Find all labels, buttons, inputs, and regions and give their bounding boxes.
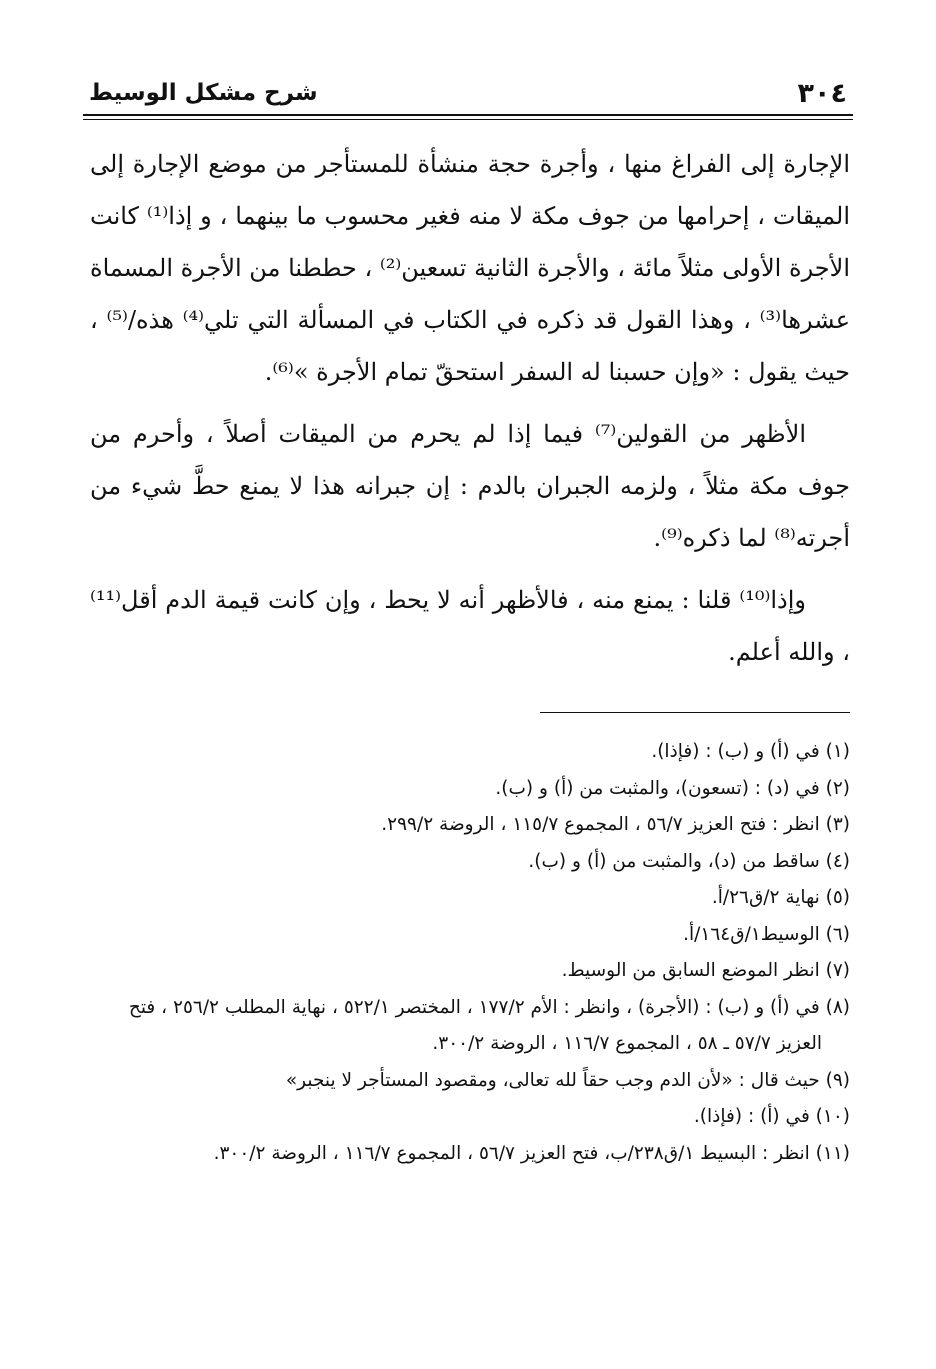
body-paragraph: الأظهر من القولين⁽⁷⁾ فيما إذا لم يحرم من الميقات أصلاً ، وأحرم من جوف مكة مثلاً ، ولزمه الجبران بالدم : إن جبرانه هذا لا يمنع حطَّ شيء من أجرته⁽⁸⁾ لما ذكره⁽⁹⁾. [90,420,850,552]
footnote: (٦) الوسيط١/ق١٦٤/أ. [683,923,850,945]
footnote: (٤) ساقط من (د)، والمثبت من (أ) و (ب). [528,850,850,872]
footnote: (٩) حيث قال : «لأن الدم وجب حقاً لله تعالى، ومقصود المستأجر لا ينجبر» [285,1069,850,1091]
footnote: (٥) نهاية ٢/ق٢٦/أ. [711,887,850,908]
page-number: ٣٠٤ [797,78,847,109]
footnotes-list [96,734,850,1172]
footnote: (٧) انظر الموضع السابق من الوسيط. [561,960,850,981]
footnote: (١١) انظر : البسيط ١/ق٢٣٨/ب، فتح العزيز ٥٦/٧ ، المجموع ١١٦/٧ ، الروضة ٣٠٠/٢. [213,1142,850,1164]
body-paragraph: الإجارة إلى الفراغ منها ، وأجرة حجة منشأة للمستأجر من موضع الإجارة إلى الميقات ، إحرامها من جوف مكة لا منه فغير محسوب ما بينهما ، و إذا⁽¹⁾ كانت الأجرة الأولى مثلاً مائة ، والأجرة الثانية تسعين⁽²⁾ ، حططنا من الأجرة المسماة عشرها⁽³⁾ ، وهذا القول قد ذكره في الكتاب في المسألة التي تلي⁽⁴⁾ هذه/⁽⁵⁾ ، حيث يقول : «وإن حسبنا له السفر استحقّ تمام الأجرة »⁽⁶⁾. [90,150,851,386]
footnote-divider [540,712,850,713]
header-divider [83,114,853,120]
page-header [83,78,853,112]
footnote: (٨) في (أ) و (ب) : (الأجرة) ، وانظر : الأم ١٧٧/٢ ، المختصر ٥٢٢/١ ، نهاية المطلب ٢٥٦/٢ ، فتح العزيز ٥٧/٧ ـ ٥٨ ، المجموع ١١٦/٧ ، الروضة ٣٠٠/٢. [128,996,850,1054]
footnote: (١٠) في (أ) : (فإذا). [693,1106,850,1127]
footnote: (١) في (أ) و (ب) : (فإذا). [651,741,850,762]
body-paragraph: وإذا⁽¹⁰⁾ قلنا : يمنع منه ، فالأظهر أنه لا يحط ، وإن كانت قيمة الدم أقل⁽¹¹⁾ ، والله أعلم. [90,586,850,666]
footnote: (٢) في (د) : (تسعون)، والمثبت من (أ) و (ب). [495,777,850,799]
footnote: (٣) انظر : فتح العزيز ٥٦/٧ ، المجموع ١١٥/٧ ، الروضة ٢٩٩/٢. [381,814,850,835]
main-text [90,138,850,688]
book-title: شرح مشكل الوسيط [89,80,318,106]
